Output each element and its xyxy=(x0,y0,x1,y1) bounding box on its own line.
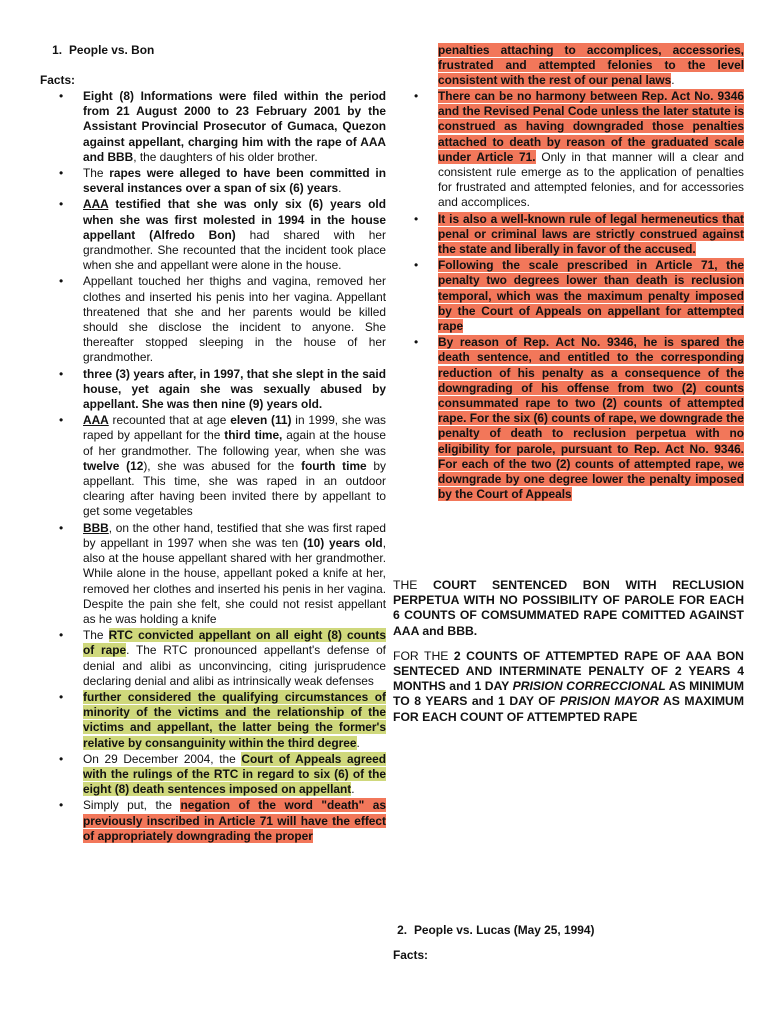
bold-text: rapes were alleged to have been committed in several instances over a span of six (6) years xyxy=(83,166,386,196)
highlight-orange: penalties attaching to accomplices, accessories, frustrated and attempted felonies to the level consistent with the rest of our penal laws xyxy=(438,43,744,88)
text: Simply put, the xyxy=(83,798,181,813)
case-heading-1 xyxy=(40,43,386,58)
text: , on the other hand, testified that she was first raped by appellant in 1997 when she was ten xyxy=(83,520,386,550)
highlight-orange: Following the scale prescribed in Article 71, the penalty two degrees lower than death is reclusion temporal, which was the maximum penalty imposed by the Court of Appeals on appellant for attempted rape xyxy=(438,258,744,334)
bold-text: AS MAXIMUM FOR EACH COUNT OF ATTEMPTED RAPE xyxy=(393,694,744,724)
list-item xyxy=(395,89,744,211)
list-item xyxy=(40,798,386,844)
case-title: People vs. Lucas (May 25, 1994) xyxy=(414,923,595,937)
continued-text xyxy=(438,43,744,89)
case-number: 2. xyxy=(397,923,407,937)
highlight-orange: By reason of Rep. Act No. 9346, he is spared the death sentence, and entitled to the corresponding reduction of his penalty as a consequence of the downgrading of his offense from two (2) counts consummated rape to two (2) counts of attempted rape. For the six (6) counts of rape, we downgrade the penalty of death to reclusion perpetua with no eligibility for parole, pursuant to Rep. Act No. 9346. For each of the two (2) counts of attempted rape, we downgrade by one degree lower the penalty imposed by the Court of Appeals xyxy=(438,335,744,502)
case-number: 1. xyxy=(52,43,62,57)
victim-name: AAA xyxy=(83,413,109,428)
highlight-orange: There can be no harmony between Rep. Act No. 9346 and the Revised Penal Code unless the later statute is construed as having downgraded those penalties attached to death by reason of the graduated scale under Article 71. xyxy=(438,89,744,164)
bold-text: three (3) years after, in 1997, that she slept in the said house, yet again she was sexually abused by appellant. She was then nine (9) years old. xyxy=(83,366,386,412)
text: The xyxy=(83,628,109,643)
text: had shared with her grandmother. She recounted that the incident took place when she and appellant were alone in the house. xyxy=(83,227,386,273)
text: FOR THE xyxy=(393,648,454,663)
summary-paragraph-1 xyxy=(393,578,744,639)
ruling-list xyxy=(395,89,744,503)
text: , also at the house appellant shared with her grandmother. While alone in the house, appellant poked a knife at her, removed her clothes and inserted his penis in her vagina. Despite the pain she felt, she could not resist appellant as he was holding a knife xyxy=(83,535,386,626)
text: Only in that manner will a clear and consistent rule emerge as to the application of penalties for frustrated and attempted felonies, and for accessories and accomplices. xyxy=(438,149,745,210)
facts-label: Facts: xyxy=(40,73,76,87)
text: . xyxy=(356,735,360,750)
list-item xyxy=(40,274,386,365)
list-item xyxy=(40,166,386,196)
bold-text: testified that she was only six (6) years old when she was first molested in 1994 in the house appellant (Alfredo Bon) xyxy=(83,197,386,242)
highlight-yellow: RTC convicted appellant on all eight (8) counts of rape xyxy=(83,628,386,658)
bold-text: eleven (11) xyxy=(230,413,292,428)
list-item xyxy=(40,197,386,273)
list-item xyxy=(40,367,386,413)
bold-text: COURT SENTENCED BON WITH RECLUSION PERPETUA WITH NO POSSIBILITY OF PAROLE FOR EACH 6 COUNTS OF COMSUMMATED RAPE COMITTED AGAINST AAA and BBB. xyxy=(393,578,744,638)
bold-text: fourth time xyxy=(301,458,367,473)
text: Appellant touched her thighs and vagina, removed her clothes and inserted his penis into her vagina. Appellant threatened that she and her parents would be killed should she disclose the incident to anyone. She thereafter stopped sleeping in the house of her grandmother. xyxy=(83,274,386,365)
text: On 29 December 2004, the xyxy=(83,751,242,766)
summary-paragraph-2 xyxy=(393,649,744,725)
list-item xyxy=(40,752,386,798)
bold-text: 2 COUNTS OF ATTEMPTED RAPE OF AAA BON SENTECED AND INTERMINATE PENALTY OF 2 YEARS 4 MONTHS and 1 DAY xyxy=(393,648,744,694)
list-item xyxy=(40,413,386,519)
bold-text: AS MINIMUM TO 8 YEARS and 1 DAY OF xyxy=(393,679,744,709)
highlight-yellow: further considered the qualifying circumstances of minority of the victims and the relationship of the victims and appellant, the latter being the former's relative by consanguinity within the third degree xyxy=(83,689,386,750)
case-heading-2 xyxy=(385,923,744,938)
text: , the daughters of his older brother. xyxy=(133,149,318,164)
text: . xyxy=(338,181,342,196)
bold-text: third time, xyxy=(224,428,283,443)
italic-text: PRISION MAYOR xyxy=(559,694,659,709)
list-item xyxy=(40,690,386,751)
list-item xyxy=(40,89,386,165)
bold-text: (10) years old xyxy=(303,535,383,550)
list-item xyxy=(395,335,744,502)
text: again at the house of her grandmother. The following year, when she was xyxy=(83,428,386,458)
highlight-yellow: Court of Appeals agreed with the rulings of the RTC in regard to six (6) of the eight (8) death sentences imposed on appellant xyxy=(83,751,386,797)
text: in 1999, she was raped by appellant for the xyxy=(83,413,387,443)
text: . xyxy=(671,73,675,88)
text: THE xyxy=(393,578,418,592)
italic-text: PRISION CORRECCIONAL xyxy=(512,679,666,694)
list-item xyxy=(40,628,386,689)
text: recounted that at age xyxy=(108,413,231,428)
victim-name: BBB xyxy=(83,520,109,535)
bold-text: Eight (8) Informations were filed within the period from 21 August 2000 to 23 February 2001 by the Assistant Provincial Prosecutor of Gumaca, Quezon against appellant, charging him with the rape of AAA and BBB xyxy=(83,89,386,164)
facts-list xyxy=(40,89,386,845)
list-item xyxy=(40,521,386,627)
list-item xyxy=(395,212,744,258)
facts-label: Facts: xyxy=(393,948,429,962)
text: . The RTC pronounced appellant's defense of denial and alibi as unconvincing, citing jurisprudence declaring denial and alibi as intrinsically weak defenses xyxy=(83,643,386,688)
highlight-orange: negation of the word "death" as previously inscribed in Article 71 will have the effect of appropriately downgrading the proper xyxy=(83,798,386,843)
case-title: People vs. Bon xyxy=(69,43,155,57)
bold-text: twelve (12 xyxy=(83,458,144,473)
text: by appellant. This time, she was raped in an outdoor clearing after having been invited there by appellant to get some vegetables xyxy=(83,458,386,519)
list-item xyxy=(395,258,744,334)
victim-name: AAA xyxy=(83,197,109,212)
sentence-summary xyxy=(393,578,744,725)
text: ), she was abused for the xyxy=(143,458,302,473)
text: The xyxy=(83,166,110,181)
text: . xyxy=(351,782,355,797)
highlight-orange: It is also a well-known rule of legal hermeneutics that penal or criminal laws are strictly construed against the state and liberally in favor of the accused. xyxy=(438,211,744,257)
